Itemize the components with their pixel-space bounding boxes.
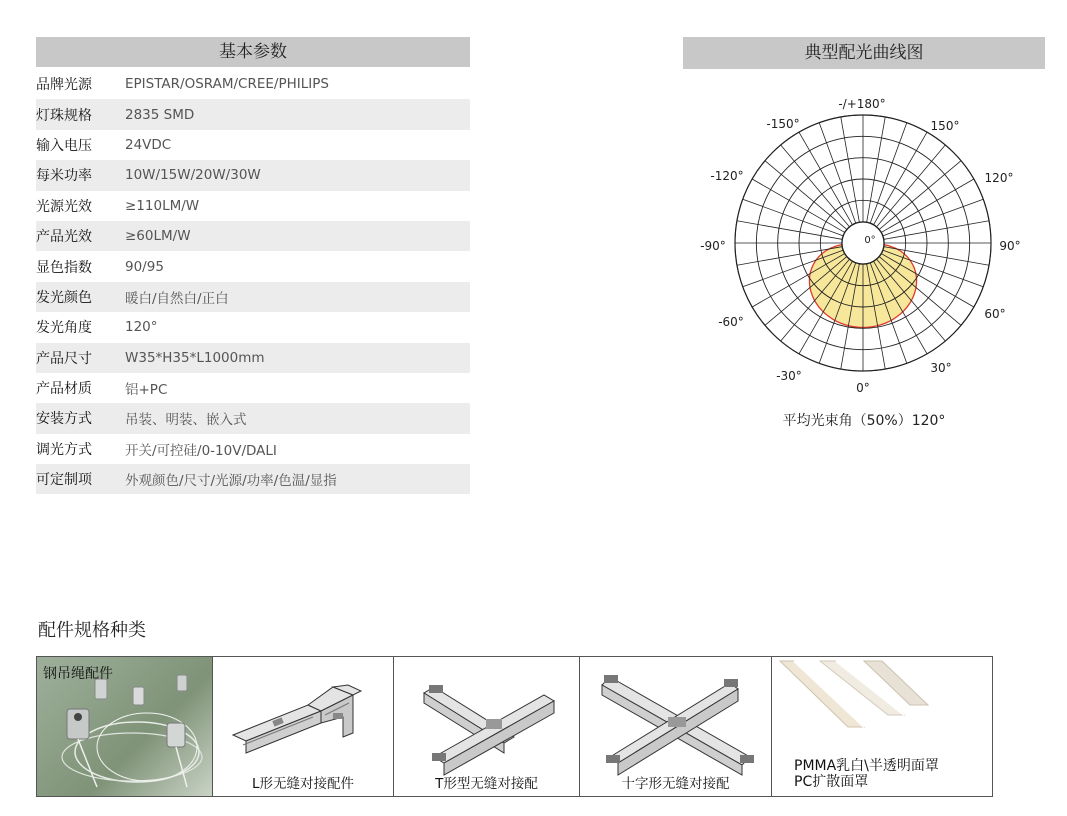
spec-value: 120°: [125, 319, 158, 336]
spec-row: [36, 99, 470, 129]
accessory-label-line2: PC扩散面罩: [794, 774, 869, 790]
spec-key: 灯珠规格: [36, 107, 92, 124]
spec-table-title: 基本参数: [36, 37, 470, 67]
spec-key: 安装方式: [36, 411, 92, 428]
angle-label-m120: -120°: [710, 169, 744, 183]
accessory-diffuser-cover: [772, 657, 992, 796]
angle-label-p30: 30°: [930, 361, 952, 375]
spec-row: [36, 251, 470, 281]
accessories-grid: [36, 656, 993, 797]
spec-row: [36, 403, 470, 433]
spec-key: 可定制项: [36, 472, 92, 489]
spec-value: 10W/15W/20W/30W: [125, 167, 261, 184]
curve-title: 典型配光曲线图: [683, 37, 1045, 69]
angle-label-p60: 60°: [984, 307, 1006, 321]
accessory-label: 十字形无缝对接配: [621, 776, 730, 792]
spec-key: 产品尺寸: [36, 350, 92, 367]
spec-value: 90/95: [125, 258, 164, 275]
spec-row: [36, 282, 470, 312]
spec-row: [36, 221, 470, 251]
spec-row: [36, 160, 470, 190]
spec-value: W35*H35*L1000mm: [125, 349, 265, 366]
angle-label-m30: -30°: [776, 369, 802, 383]
spec-row: [36, 434, 470, 464]
spec-key: 显色指数: [36, 259, 92, 276]
spec-value: 吊装、明装、嵌入式: [125, 412, 247, 429]
angle-label-m150: -150°: [766, 117, 800, 131]
spec-value: EPISTAR/OSRAM/CREE/PHILIPS: [125, 76, 329, 93]
accessory-l-connector: [213, 657, 394, 796]
spec-key: 光源光效: [36, 198, 92, 215]
spec-key: 每米功率: [36, 168, 92, 185]
spec-value: 铝+PC: [125, 382, 168, 399]
spec-row: [36, 373, 470, 403]
spec-key: 产品光效: [36, 229, 92, 246]
spec-value: ≥60LM/W: [125, 228, 191, 245]
spec-key: 发光颜色: [36, 289, 92, 306]
angle-label-inner: 0°: [864, 235, 876, 246]
spec-key: 调光方式: [36, 441, 92, 458]
angle-label-p90: 90°: [999, 239, 1021, 253]
angle-label-m60: -60°: [718, 315, 744, 329]
accessory-t-connector: [394, 657, 580, 796]
accessory-label: T形型无缝对接配: [435, 776, 538, 792]
accessories-title: 配件规格种类: [38, 620, 146, 641]
accessory-label: L形无缝对接配件: [251, 776, 355, 792]
spec-key: 产品材质: [36, 381, 92, 398]
accessory-cross-connector: [580, 657, 772, 796]
accessory-label: 钢吊绳配件: [43, 666, 113, 682]
accessory-label-line1: PMMA乳白\半透明面罩: [794, 758, 939, 774]
angle-label-180: -/+180°: [838, 97, 886, 111]
spec-value: ≥110LM/W: [125, 197, 200, 214]
spec-key: 发光角度: [36, 320, 92, 337]
beam-angle-caption: 平均光束角（50%）120°: [782, 413, 946, 429]
accessory-label-multiline: [794, 758, 939, 790]
spec-value: 外观颜色/尺寸/光源/功率/色温/显指: [125, 473, 337, 490]
spec-row: [36, 69, 470, 99]
spec-key: 输入电压: [36, 137, 92, 154]
spec-key: 品牌光源: [36, 77, 92, 94]
angle-label-p120: 120°: [984, 171, 1014, 185]
spec-row: [36, 191, 470, 221]
accessory-steel-cable: [37, 657, 213, 796]
spec-value: 24VDC: [125, 136, 172, 153]
spec-value: 2835 SMD: [125, 106, 195, 123]
polar-center: [842, 222, 884, 264]
spec-value: 开关/可控硅/0-10V/DALI: [125, 442, 277, 459]
polar-diagram: [683, 80, 1045, 410]
spec-row: [36, 130, 470, 160]
spec-value: 暖白/自然白/正白: [125, 290, 229, 307]
spec-row: [36, 343, 470, 373]
angle-label-p150: 150°: [930, 119, 960, 133]
angle-label-m90: -90°: [700, 239, 726, 253]
angle-label-0: 0°: [856, 381, 870, 395]
spec-row: [36, 312, 470, 342]
spec-row: [36, 464, 470, 494]
spec-table: [36, 69, 470, 494]
